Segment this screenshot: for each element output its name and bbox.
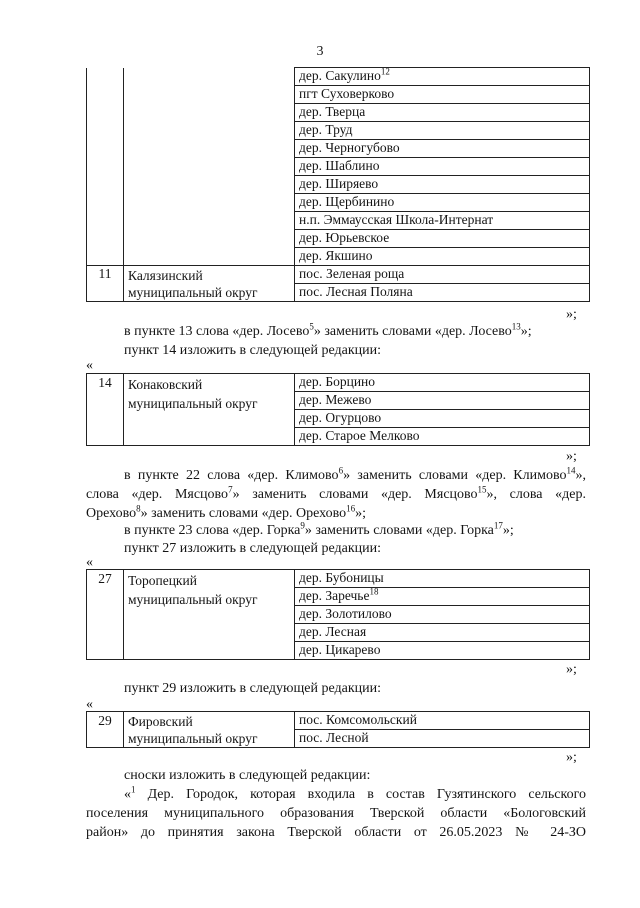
paragraph-item23: в пункте 23 слова «дер. Горка$^9$» заменить словами «дер. Горка$^{17}$»; <box>124 520 514 538</box>
settlement-cell: дер. Бубоницы <box>295 570 590 588</box>
settlement-cell: дер. Шаблино <box>295 158 590 176</box>
settlement-cell: н.п. Эммаусская Школа-Интернат <box>295 212 590 230</box>
paragraph-item13: в пункте 13 слова «дер. Лосево$^5$» заменить словами «дер. Лосево$^{13}$»; <box>124 321 532 339</box>
district-cell <box>124 68 295 266</box>
table-continued <box>86 67 590 302</box>
table-row <box>87 266 590 284</box>
settlement-cell: дер. Заречье$^{18}$ <box>295 588 590 606</box>
page-number: 3 <box>316 44 324 59</box>
settlement-cell: дер. Лесная <box>295 624 590 642</box>
settlement-cell: дер. Цикарево <box>295 642 590 660</box>
settlement-cell: дер. Старое Мелково <box>295 428 590 446</box>
settlement-cell: пос. Лесной <box>295 730 590 748</box>
closing-quote: »; <box>566 662 577 677</box>
paragraph-item22: в пункте 22 слова «дер. Климово$^6$» заменить словами «дер. Климово$^{14}$», слова «дер. Мясцово$^7$» заменить словами «дер. Мясцово$^{15}$», слова «дер. Орехово$^8$» заменить словами «дер. Орехово$^{16}$»; <box>86 465 586 521</box>
table-item29 <box>86 711 590 748</box>
settlement-cell: дер. Сакулино$^{12}$ <box>295 68 590 86</box>
paragraph-item29-intro: пункт 29 изложить в следующей редакции: <box>124 681 381 696</box>
closing-quote: »; <box>566 449 577 464</box>
opening-quote: « <box>86 697 93 712</box>
table-row <box>87 374 590 392</box>
paragraph-item14-intro: пункт 14 изложить в следующей редакции: <box>124 343 381 358</box>
settlement-cell: дер. Огурцово <box>295 410 590 428</box>
number-cell <box>87 68 124 266</box>
table-row <box>87 712 590 730</box>
settlement-cell: пгт Суховерково <box>295 86 590 104</box>
settlement-cell: дер. Черногубово <box>295 140 590 158</box>
opening-quote: « <box>86 358 93 373</box>
settlement-cell: дер. Межево <box>295 392 590 410</box>
settlement-cell: пос. Комсомольский <box>295 712 590 730</box>
settlement-cell: дер. Труд <box>295 122 590 140</box>
number-cell: 29 <box>87 712 124 748</box>
table-row <box>87 570 590 588</box>
closing-quote: »; <box>566 307 577 322</box>
table-row <box>87 68 590 86</box>
table-item27 <box>86 569 590 660</box>
settlement-cell: пос. Лесная Поляна <box>295 284 590 302</box>
paragraph-footnotes-intro: сноски изложить в следующей редакции: <box>124 768 371 783</box>
number-cell: 27 <box>87 570 124 660</box>
number-cell: 11 <box>87 266 124 302</box>
district-cell: Фировский муниципальный округ <box>124 712 295 748</box>
settlement-cell: дер. Ширяево <box>295 176 590 194</box>
settlement-cell: дер. Золотилово <box>295 606 590 624</box>
settlement-cell: пос. Зеленая роща <box>295 266 590 284</box>
settlement-cell: дер. Борцино <box>295 374 590 392</box>
district-cell: Торопецкий муниципальный округ <box>124 570 295 660</box>
table-item14 <box>86 373 590 446</box>
settlement-cell: дер. Юрьевское <box>295 230 590 248</box>
number-cell: 14 <box>87 374 124 446</box>
closing-quote: »; <box>566 750 577 765</box>
settlement-cell: дер. Щербинино <box>295 194 590 212</box>
district-cell: Конаковский муниципальный округ <box>124 374 295 446</box>
settlement-cell: дер. Тверца <box>295 104 590 122</box>
paragraph-item27-intro: пункт 27 изложить в следующей редакции: <box>124 541 381 556</box>
district-cell: Калязинский муниципальный округ <box>124 266 295 302</box>
opening-quote: « <box>86 555 93 570</box>
settlement-cell: дер. Якшино <box>295 248 590 266</box>
footnote-1: «$^1$ Дер. Городок, которая входила в состав Гузятинского сельского поселения муниципального образования Тверской области «Бологовский район» до принятия закона Тверской области от 26.05.2023 № 24-ЗО <box>86 784 586 840</box>
